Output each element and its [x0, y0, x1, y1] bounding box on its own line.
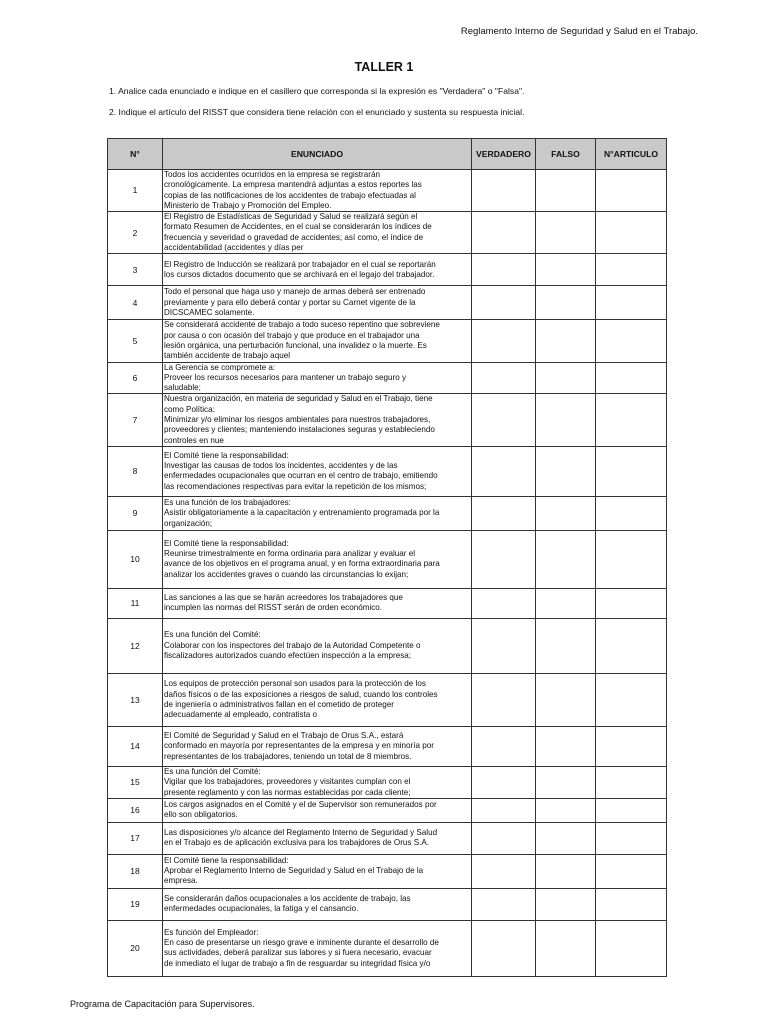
false-answer-cell[interactable] [536, 920, 596, 976]
article-cell[interactable] [596, 618, 667, 673]
true-answer-cell[interactable] [472, 888, 536, 920]
true-answer-cell[interactable] [472, 798, 536, 822]
false-answer-cell[interactable] [536, 362, 596, 394]
false-answer-cell[interactable] [536, 673, 596, 726]
row-number: 10 [108, 530, 163, 588]
statement-cell: Se considerarán daños ocupacionales a los accidente de trabajo, las enfermedades ocupacionales, la fatiga y el cansancio. [163, 888, 472, 920]
true-answer-cell[interactable] [472, 530, 536, 588]
table-row [108, 362, 667, 394]
row-number: 20 [108, 920, 163, 976]
false-answer-cell[interactable] [536, 618, 596, 673]
row-number: 13 [108, 673, 163, 726]
row-number: 15 [108, 766, 163, 798]
false-answer-cell[interactable] [536, 496, 596, 530]
col-header-false: FALSO [536, 139, 596, 170]
instruction-1: 1. Analice cada enunciado e indique en el casillero que corresponda si la expresión es "Verdadera" o "Falsa". [109, 86, 525, 96]
false-answer-cell[interactable] [536, 888, 596, 920]
false-answer-cell[interactable] [536, 212, 596, 254]
false-answer-cell[interactable] [536, 726, 596, 766]
true-answer-cell[interactable] [472, 212, 536, 254]
false-answer-cell[interactable] [536, 798, 596, 822]
article-cell[interactable] [596, 212, 667, 254]
statement-cell: El Comité tiene la responsabilidad: Reunirse trimestralmente en forma ordinaria para analizar y evaluar el avance de los objetivos en el programa anual, y en forma extraordinaria para analizar los accidentes graves o cuando las circunstancias lo exijan; [163, 530, 472, 588]
row-number: 17 [108, 822, 163, 854]
article-cell[interactable] [596, 588, 667, 618]
true-answer-cell[interactable] [472, 394, 536, 446]
article-cell[interactable] [596, 496, 667, 530]
row-number: 19 [108, 888, 163, 920]
false-answer-cell[interactable] [536, 170, 596, 212]
article-cell[interactable] [596, 673, 667, 726]
true-answer-cell[interactable] [472, 496, 536, 530]
table-row [108, 212, 667, 254]
table-header-row [108, 139, 667, 170]
true-answer-cell[interactable] [472, 920, 536, 976]
table-row [108, 673, 667, 726]
row-number: 1 [108, 170, 163, 212]
instruction-2: 2. Indique el artículo del RISST que considera tiene relación con el enunciado y sustenta su respuesta inicial. [109, 107, 525, 117]
table-row [108, 920, 667, 976]
row-number: 8 [108, 446, 163, 496]
false-answer-cell[interactable] [536, 766, 596, 798]
false-answer-cell[interactable] [536, 320, 596, 362]
article-cell[interactable] [596, 920, 667, 976]
false-answer-cell[interactable] [536, 822, 596, 854]
document-footer: Programa de Capacitación para Supervisores. [70, 999, 255, 1009]
table-row [108, 320, 667, 362]
statement-cell: Es una función de los trabajadores: Asistir obligatoriamente a la capacitación y entrenamiento programada por la organización; [163, 496, 472, 530]
statement-cell: El Registro de Estadísticas de Seguridad y Salud se realizará según el formato Resumen de Accidentes, en el cual se considerarán los índices de frecuencia y severidad o gravedad de accidentes; así como, el índice de accidentabilidad (accidentes y días per [163, 212, 472, 254]
statement-cell: Las sanciones a las que se harán acreedores los trabajadores que incumplen las normas del RISST serán de orden económico. [163, 588, 472, 618]
table-row [108, 254, 667, 286]
statement-cell: Los equipos de protección personal son usados para la protección de los daños físicos o de las exposiciones a riesgos de salud, cuando los controles de ingeniería o administrativos fallan en el cometido de proteger adecuadamente al empleado, contratista o [163, 673, 472, 726]
table-row [108, 726, 667, 766]
row-number: 14 [108, 726, 163, 766]
row-number: 12 [108, 618, 163, 673]
document-header: Reglamento Interno de Seguridad y Salud en el Trabajo. [460, 26, 698, 37]
article-cell[interactable] [596, 286, 667, 320]
true-answer-cell[interactable] [472, 320, 536, 362]
row-number: 11 [108, 588, 163, 618]
table-row [108, 394, 667, 446]
row-number: 6 [108, 362, 163, 394]
true-answer-cell[interactable] [472, 854, 536, 888]
true-answer-cell[interactable] [472, 170, 536, 212]
article-cell[interactable] [596, 726, 667, 766]
false-answer-cell[interactable] [536, 254, 596, 286]
col-header-true: VERDADERO [472, 139, 536, 170]
article-cell[interactable] [596, 530, 667, 588]
table-row [108, 588, 667, 618]
row-number: 2 [108, 212, 163, 254]
statement-cell: Se considerará accidente de trabajo a todo suceso repentino que sobreviene por causa o con ocasión del trabajo y que produce en el trabajador una lesión orgánica, una perturbación funcional, una invalidez o la muerte. Es también accidente de trabajo aquel [163, 320, 472, 362]
true-answer-cell[interactable] [472, 588, 536, 618]
row-number: 18 [108, 854, 163, 888]
statement-cell: Las disposiciones y/o alcance del Reglamento Interno de Seguridad y Salud en el Trabajo es de aplicación exclusiva para los trabajdores de Orus S.A. [163, 822, 472, 854]
table-row [108, 170, 667, 212]
false-answer-cell[interactable] [536, 854, 596, 888]
true-answer-cell[interactable] [472, 254, 536, 286]
row-number: 7 [108, 394, 163, 446]
workshop-table [107, 138, 667, 977]
row-number: 3 [108, 254, 163, 286]
statement-cell: Nuestra organización, en materia de seguridad y Salud en el Trabajo, tiene como Política: Minimizar y/o eliminar los riesgos ambientales para nuestros trabajadores, proveedores y clientes; manteniendo instalaciones seguras y estableciendo controles en nue [163, 394, 472, 446]
col-header-article: N°ARTICULO [596, 139, 667, 170]
article-cell[interactable] [596, 320, 667, 362]
false-answer-cell[interactable] [536, 286, 596, 320]
true-answer-cell[interactable] [472, 286, 536, 320]
article-cell[interactable] [596, 362, 667, 394]
article-cell[interactable] [596, 170, 667, 212]
article-cell[interactable] [596, 822, 667, 854]
table-row [108, 888, 667, 920]
statement-cell: Es función del Empleador: En caso de presentarse un riesgo grave e inminente durante el desarrollo de sus actividades, deberá paralizar sus labores y si fuera necesario, evacuar de inmediato el lugar de trabajo a fin de resguardar su integridad física y/o [163, 920, 472, 976]
false-answer-cell[interactable] [536, 530, 596, 588]
table-row [108, 822, 667, 854]
article-cell[interactable] [596, 254, 667, 286]
article-cell[interactable] [596, 854, 667, 888]
statement-cell: El Comité tiene la responsabilidad: Investigar las causas de todos los incidentes, accidentes y de las enfermedades ocupacionales que ocurran en el centro de trabajo, emitiendo las recomendaciones respectivas para evitar la repetición de los mismos; [163, 446, 472, 496]
true-answer-cell[interactable] [472, 673, 536, 726]
statement-cell: La Gerencia se compromete a: Proveer los recursos necesarios para mantener un trabajo seguro y saludable; [163, 362, 472, 394]
article-cell[interactable] [596, 446, 667, 496]
table-row [108, 496, 667, 530]
table-row [108, 618, 667, 673]
true-answer-cell[interactable] [472, 726, 536, 766]
true-answer-cell[interactable] [472, 766, 536, 798]
statement-cell: El Comité de Seguridad y Salud en el Trabajo de Orus S.A., estará conformado en mayoría por representantes de la empresa y en minoría por representantes de los trabajadores, teniendo un total de 8 miembros. [163, 726, 472, 766]
false-answer-cell[interactable] [536, 394, 596, 446]
page-title: TALLER 1 [354, 60, 414, 74]
statement-cell: Los cargos asignados en el Comité y el de Supervisor son remunerados por ello son obligatorios. [163, 798, 472, 822]
row-number: 5 [108, 320, 163, 362]
table-row [108, 446, 667, 496]
statement-cell: Es una función del Comité: Colaborar con los inspectores del trabajo de la Autoridad Competente o fiscalizadores autorizados cuando efectúen inspección a la empresa; [163, 618, 472, 673]
table-row [108, 854, 667, 888]
row-number: 9 [108, 496, 163, 530]
true-answer-cell[interactable] [472, 822, 536, 854]
true-answer-cell[interactable] [472, 446, 536, 496]
false-answer-cell[interactable] [536, 446, 596, 496]
row-number: 16 [108, 798, 163, 822]
statement-cell: Todos los accidentes ocurridos en la empresa se registrarán cronológicamente. La empresa mantendrá adjuntas a estos reportes las copias de las notificaciones de los accidentes de trabajo efectuadas al Ministerio de Trabajo y Promoción del Empleo. [163, 170, 472, 212]
table-row [108, 286, 667, 320]
table-row [108, 766, 667, 798]
table-row [108, 798, 667, 822]
article-cell[interactable] [596, 766, 667, 798]
statement-cell: El Registro de Inducción se realizará por trabajador en el cual se reportarán los cursos dictados documento que se archivará en el legajo del trabajador. [163, 254, 472, 286]
row-number: 4 [108, 286, 163, 320]
col-header-num: N° [108, 139, 163, 170]
true-answer-cell[interactable] [472, 362, 536, 394]
article-cell[interactable] [596, 798, 667, 822]
statement-cell: Es una función del Comité: Vigilar que los trabajadores, proveedores y visitantes cumplan con el presente reglamento y con las normas establecidas por cada cliente; [163, 766, 472, 798]
col-header-statement: ENUNCIADO [163, 139, 472, 170]
statement-cell: Todo el personal que haga uso y manejo de armas deberá ser entrenado previamente y para ello deberá contar y portar su Carnet vigente de la DICSCAMEC solamente. [163, 286, 472, 320]
article-cell[interactable] [596, 394, 667, 446]
table-row [108, 530, 667, 588]
article-cell[interactable] [596, 888, 667, 920]
false-answer-cell[interactable] [536, 588, 596, 618]
true-answer-cell[interactable] [472, 618, 536, 673]
statement-cell: El Comité tiene la responsabilidad: Aprobar el Reglamento Interno de Seguridad y Salud en el Trabajo de la empresa. [163, 854, 472, 888]
